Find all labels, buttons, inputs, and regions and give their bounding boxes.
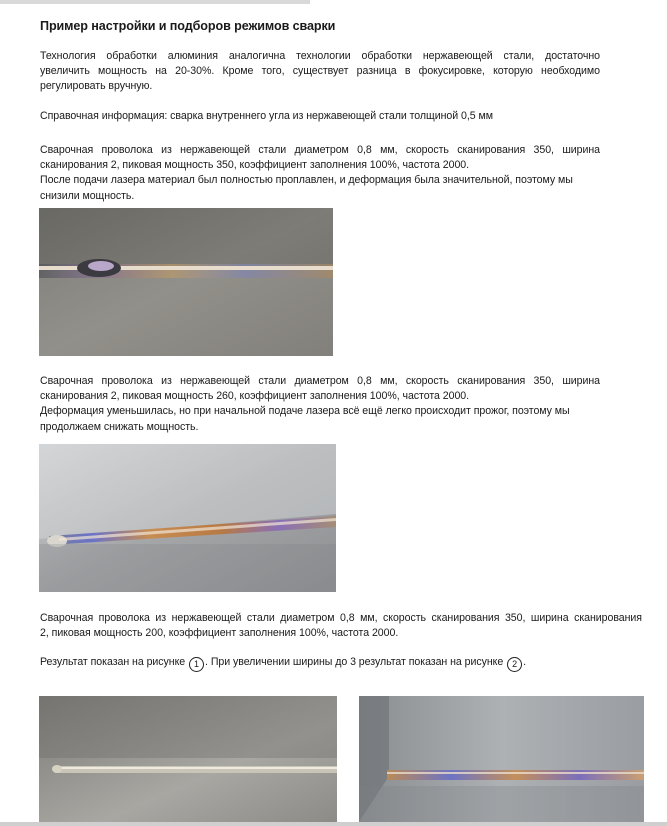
case3-paragraph (40, 611, 642, 641)
case2-line-2: сканирования 2, пиковая мощность 260, коэффициент заполнения 100%, частота 2000. (40, 390, 470, 403)
weld-photo-3 (39, 696, 337, 822)
case1-line-3: После подачи лазера материал был полностью проплавлен, и деформация была значительной, поэтому мы (40, 174, 573, 187)
weld-photo-4 (359, 696, 644, 822)
page-title: Пример настройки и подборов режимов сварки (40, 19, 336, 33)
result-text-1: Результат показан на рисунке (40, 656, 186, 668)
case2-line-1: Сварочная проволока из нержавеющей стали диаметром 0,8 мм, скорость сканирования 350, ширина (40, 375, 600, 387)
case3-line-1: Сварочная проволока из нержавеющей стали диаметром 0,8 мм, скорость сканирования 350, ширина сканирования (40, 612, 642, 624)
bottom-edge-bar (0, 822, 667, 826)
intro-paragraph (40, 49, 600, 95)
figure-1-marker: 1 (189, 657, 204, 672)
case1-paragraph (40, 143, 600, 204)
result-text-3: . (523, 656, 527, 668)
case2-line-3: Деформация уменьшилась, но при начальной подаче лазера всё ещё легко происходит прожог, поэтому мы (40, 405, 570, 418)
case1-line-1: Сварочная проволока из нержавеющей стали диаметром 0,8 мм, скорость сканирования 350, ширина (40, 144, 600, 156)
intro-line-3: регулировать вручную. (40, 80, 153, 93)
case3-line-2: 2, пиковая мощность 200, коэффициент заполнения 100%, частота 2000. (40, 627, 399, 640)
case1-line-2: сканирования 2, пиковая мощность 350, коэффициент заполнения 100%, частота 2000. (40, 159, 470, 172)
result-text-2: . При увеличении ширины до 3 результат показан на рисунке (205, 656, 504, 668)
top-edge-bar (0, 0, 310, 4)
case2-line-4: продолжаем снижать мощность. (40, 420, 199, 433)
figure-2-marker: 2 (507, 657, 522, 672)
reference-paragraph (40, 109, 600, 124)
reference-text: Справочная информация: сварка внутреннего угла из нержавеющей стали толщиной 0,5 мм (40, 110, 493, 122)
weld-photo-1 (39, 208, 333, 356)
intro-line-1: Технология обработки алюминия аналогична технологии обработки нержавеющей стали, достаточно (40, 50, 600, 62)
case1-line-4: снизили мощность. (40, 189, 135, 202)
case2-paragraph (40, 374, 600, 435)
result-paragraph (40, 655, 642, 672)
weld-photo-2 (39, 444, 336, 592)
intro-line-2: увеличить мощность на 20-30%. Кроме того, существует разница в фокусировке, которую необходимо (40, 65, 600, 78)
